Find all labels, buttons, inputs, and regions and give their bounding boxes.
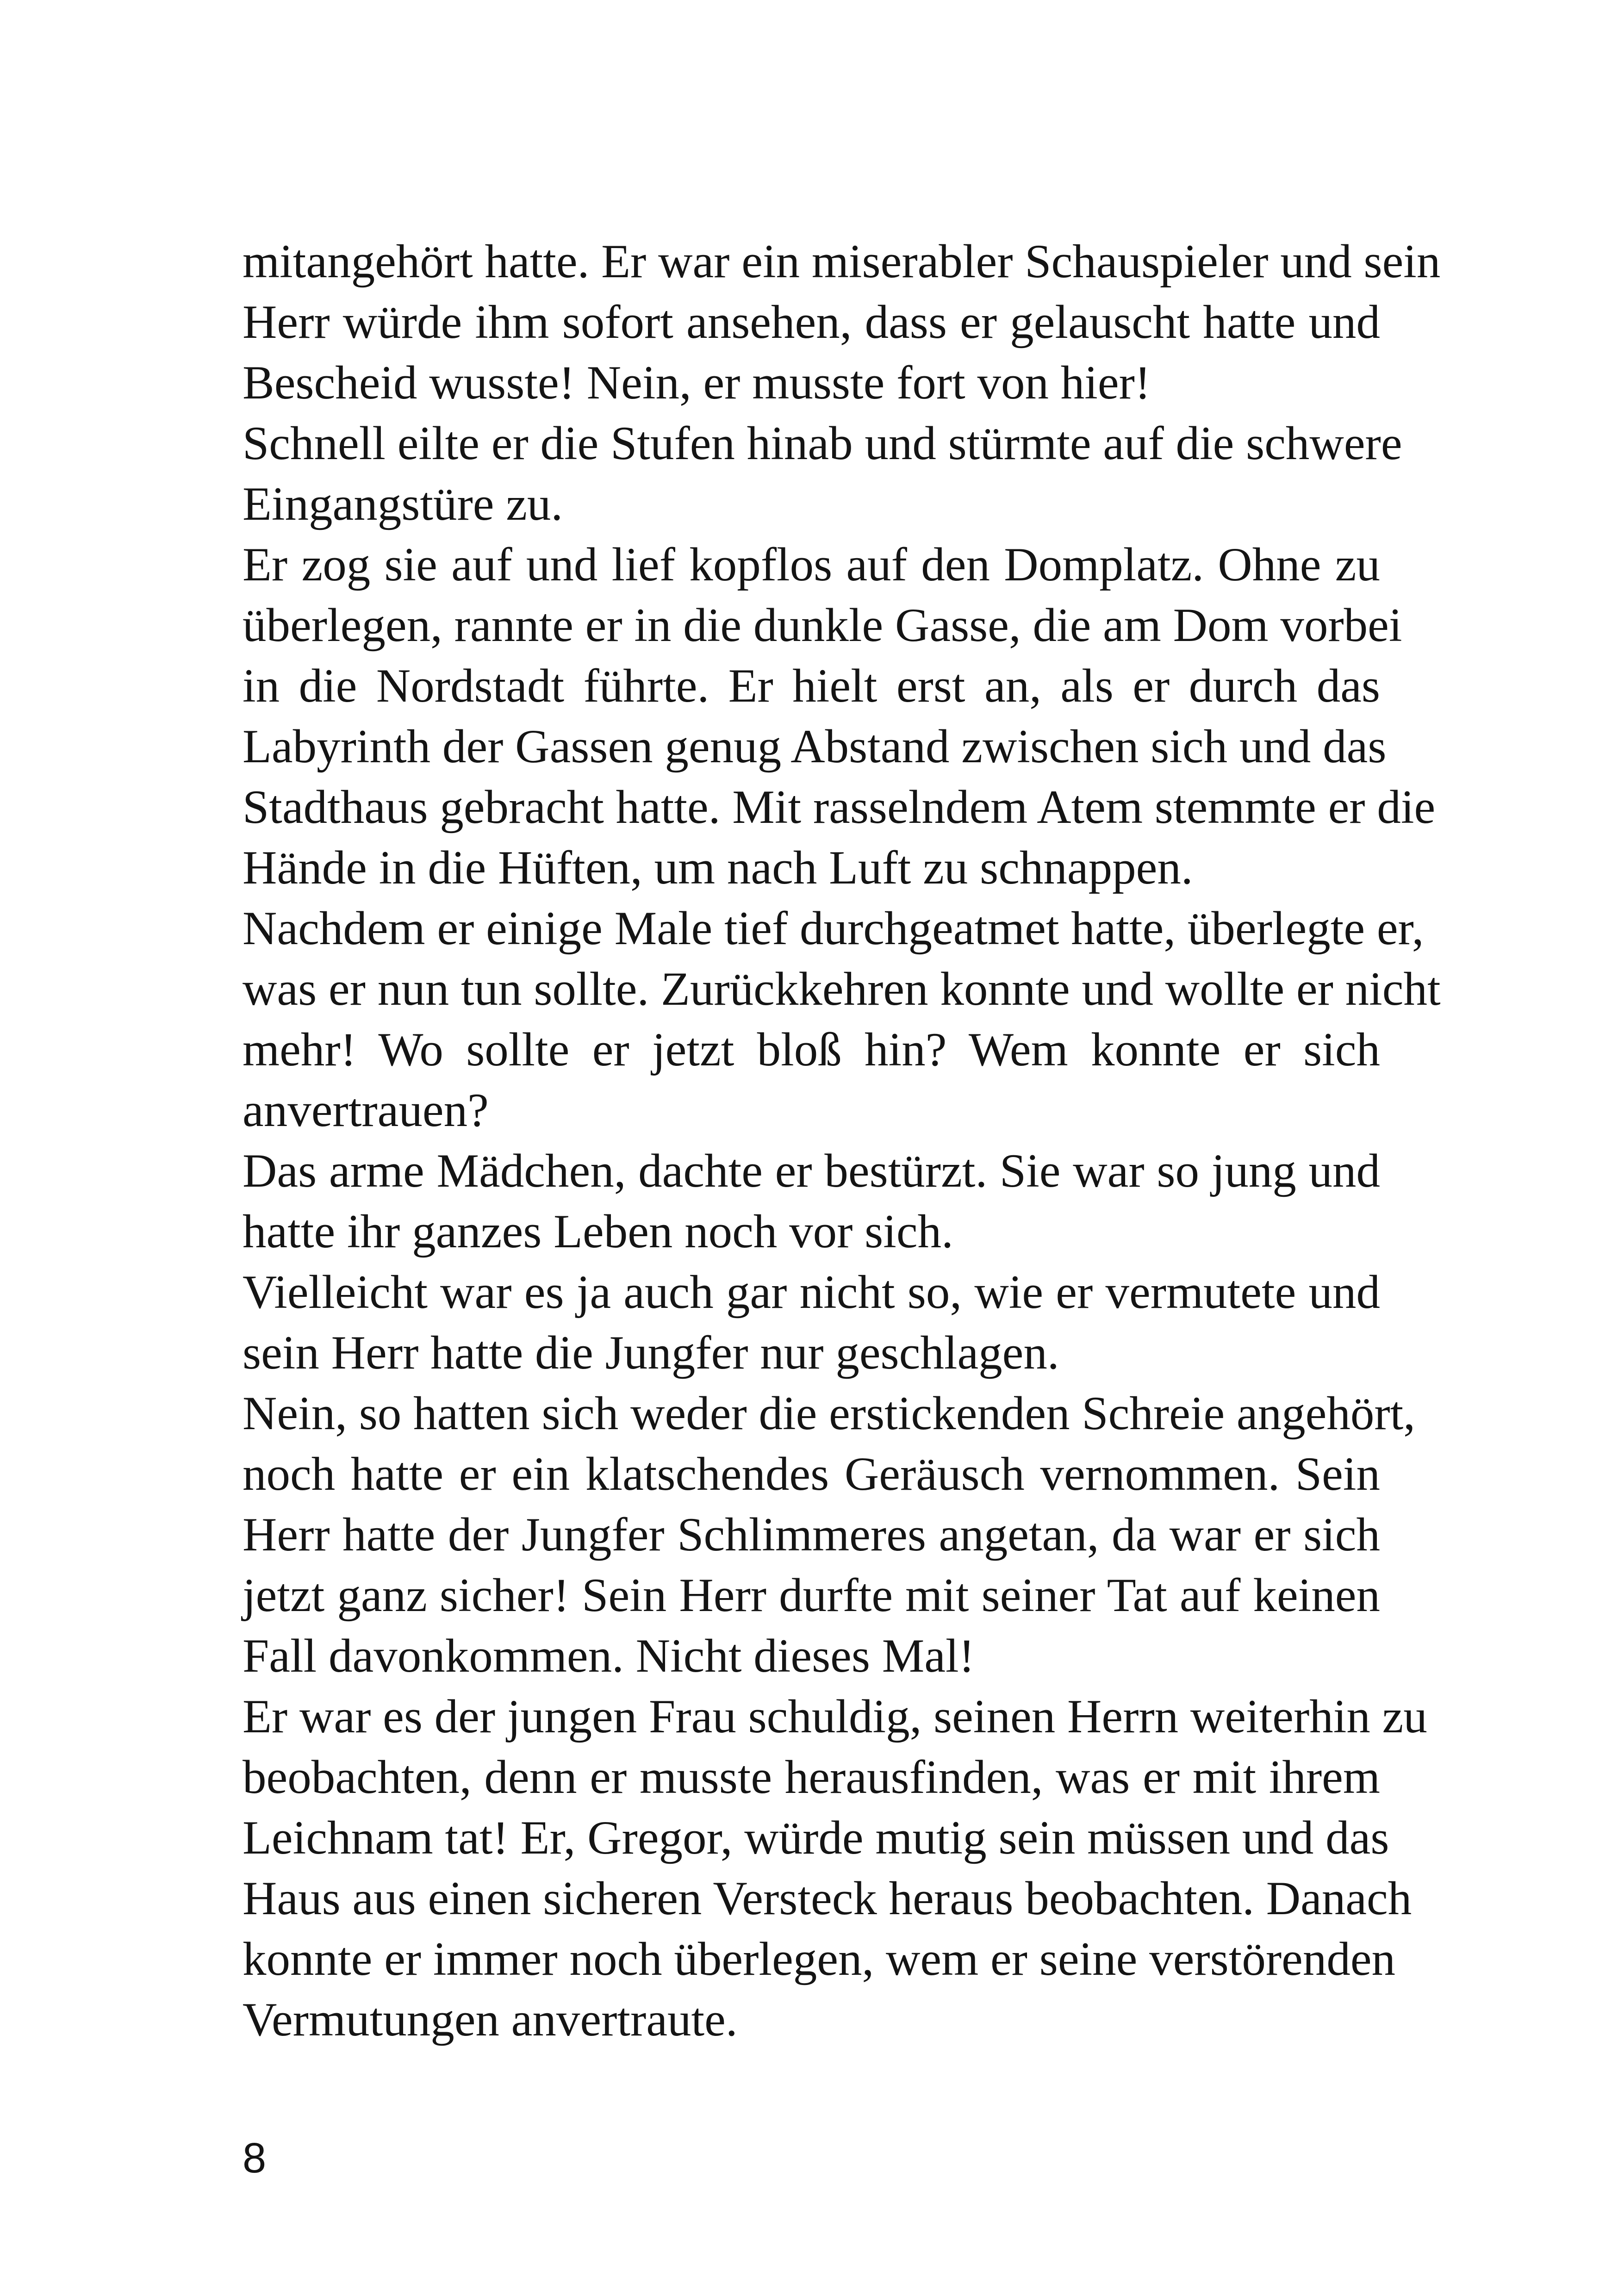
text-line: Herr hatte der Jungfer Schlimmeres angetan, da war er sich xyxy=(243,1508,1380,1561)
text-line: in die Nordstadt führte. Er hielt erst an, als er durch das xyxy=(243,660,1380,712)
text-line: überlegen, rannte er in die dunkle Gasse, die am Dom vorbei xyxy=(243,599,1402,652)
text-line: Schnell eilte er die Stufen hinab und stürmte auf die schwere xyxy=(243,417,1402,470)
text-line: Er zog sie auf und lief kopflos auf den Domplatz. Ohne zu xyxy=(243,538,1380,591)
text-line: mehr! Wo sollte er jetzt bloß hin? Wem konnte er sich xyxy=(243,1023,1380,1076)
page-number: 8 xyxy=(243,2134,267,2182)
text-line: beobachten, denn er musste herausfinden, was er mit ihrem xyxy=(243,1751,1380,1804)
text-line: Nein, so hatten sich weder die erstickenden Schreie angehört, xyxy=(243,1387,1416,1440)
text-line: mitangehört hatte. Er war ein miserabler Schauspieler und sein xyxy=(243,235,1441,288)
text-line: Das arme Mädchen, dachte er bestürzt. Sie war so jung und xyxy=(243,1145,1380,1197)
text-line: Vielleicht war es ja auch gar nicht so, wie er vermutete und xyxy=(243,1266,1380,1319)
text-line: was er nun tun sollte. Zurückkehren konnte und wollte er nicht xyxy=(243,963,1441,1015)
text-line: Hände in die Hüften, um nach Luft zu schnappen. xyxy=(243,841,1193,894)
text-line: Er war es der jungen Frau schuldig, seinen Herrn weiterhin zu xyxy=(243,1690,1427,1743)
text-line: anvertrauen? xyxy=(243,1084,489,1137)
text-line: jetzt ganz sicher! Sein Herr durfte mit seiner Tat auf keinen xyxy=(243,1569,1380,1622)
text-line: noch hatte er ein klatschendes Geräusch vernommen. Sein xyxy=(243,1448,1380,1500)
paragraph-4 xyxy=(243,898,1441,1141)
paragraph-7 xyxy=(243,1383,1416,1686)
paragraph-5 xyxy=(243,1141,1380,1262)
text-line: hatte ihr ganzes Leben noch vor sich. xyxy=(243,1205,953,1258)
paragraph-2 xyxy=(243,413,1402,535)
paragraph-6 xyxy=(243,1262,1380,1383)
text-line: Fall davonkommen. Nicht dieses Mal! xyxy=(243,1630,975,1682)
text-line: Leichnam tat! Er, Gregor, würde mutig sein müssen und das xyxy=(243,1811,1389,1864)
paragraph-1 xyxy=(243,231,1441,413)
text-line: Stadthaus gebracht hatte. Mit rasselndem Atem stemmte er die xyxy=(243,781,1436,834)
text-line: sein Herr hatte die Jungfer nur geschlagen. xyxy=(243,1326,1059,1379)
body-text xyxy=(243,231,1441,2050)
text-line: Herr würde ihm sofort ansehen, dass er gelauscht hatte und xyxy=(243,296,1380,348)
text-line: Haus aus einen sicheren Versteck heraus beobachten. Danach xyxy=(243,1872,1412,1925)
text-line: Nachdem er einige Male tief durchgeatmet hatte, überlegte er, xyxy=(243,902,1424,955)
paragraph-3 xyxy=(243,535,1436,898)
text-line: konnte er immer noch überlegen, wem er seine verstörenden xyxy=(243,1933,1396,1985)
paragraph-8 xyxy=(243,1686,1427,2050)
text-line: Bescheid wusste! Nein, er musste fort von hier! xyxy=(243,356,1151,409)
text-line: Labyrinth der Gassen genug Abstand zwischen sich und das xyxy=(243,720,1387,773)
text-line: Vermutungen anvertraute. xyxy=(243,1993,738,2046)
text-line: Eingangstüre zu. xyxy=(243,478,563,530)
